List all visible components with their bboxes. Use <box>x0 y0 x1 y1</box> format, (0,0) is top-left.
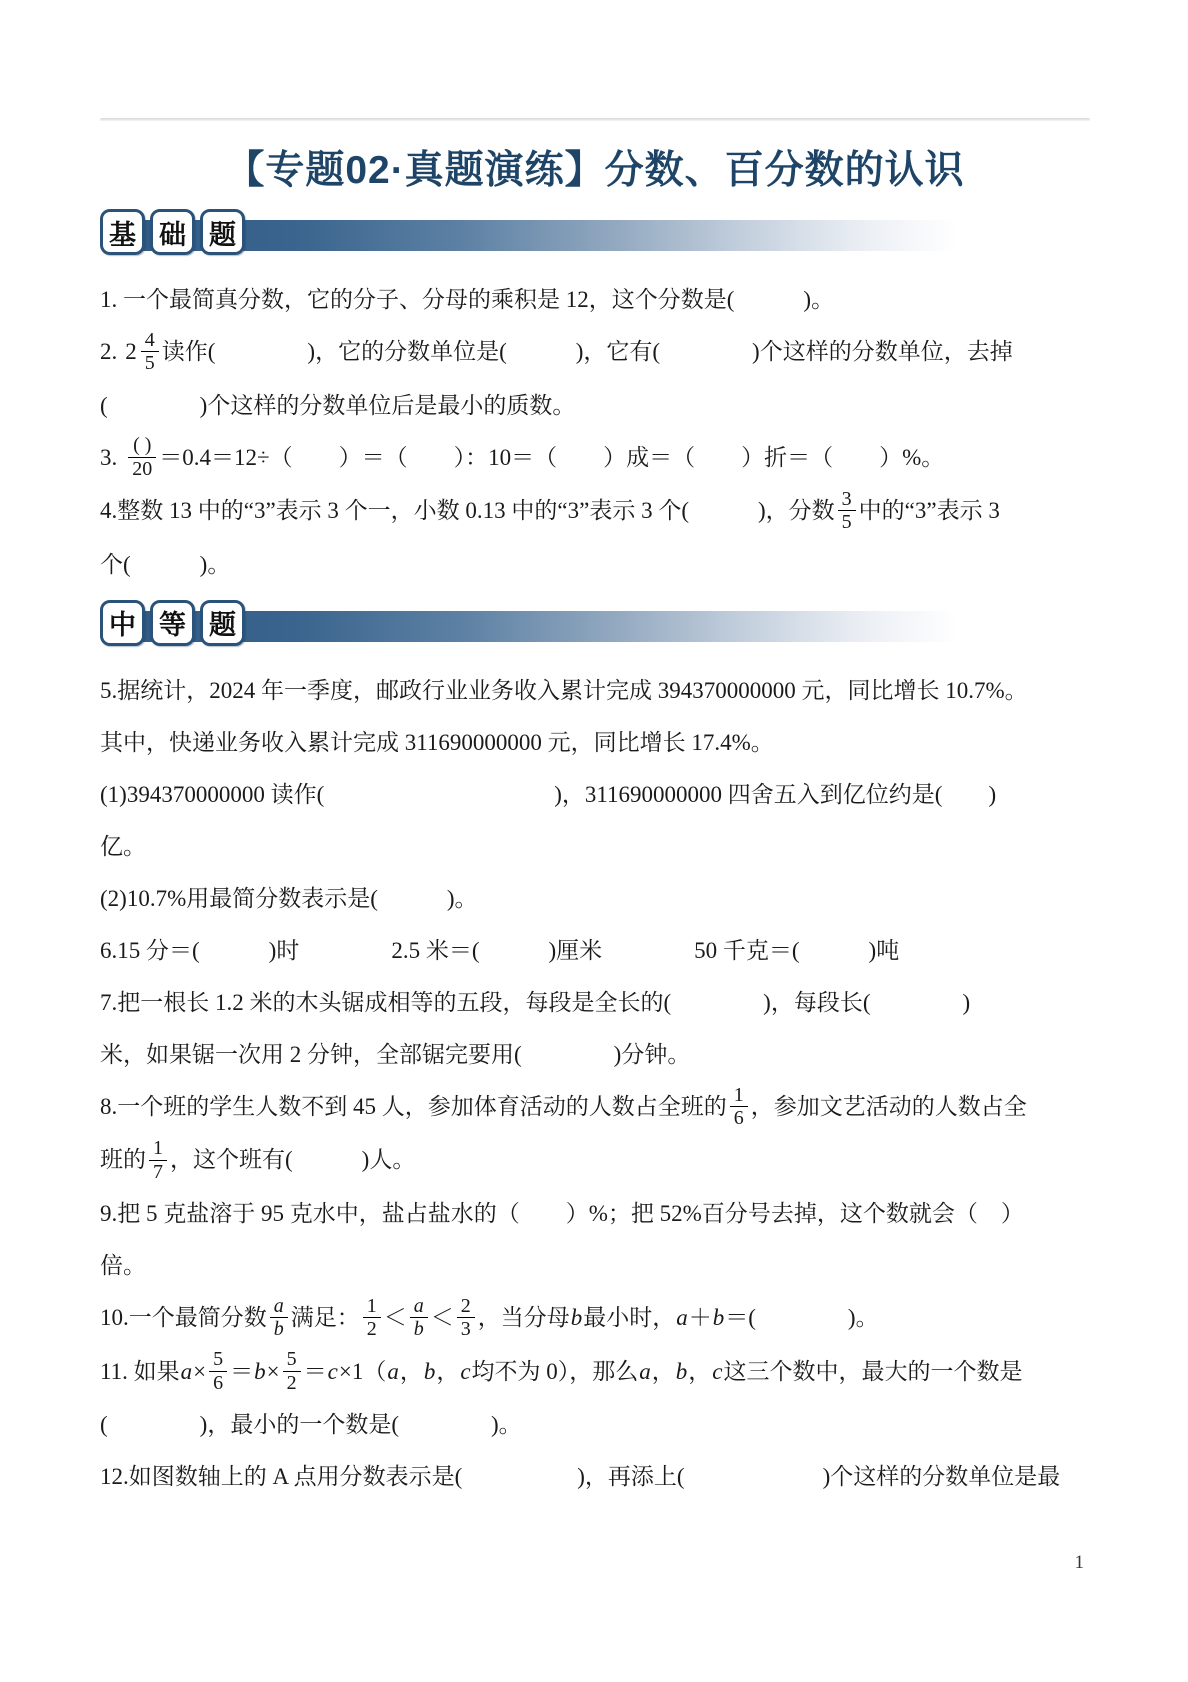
fraction-numerator: 4 <box>141 329 159 352</box>
page-number: 1 <box>1074 1552 1084 1573</box>
fraction-numerator: 1 <box>730 1084 748 1107</box>
fraction-denominator: 6 <box>733 1107 744 1130</box>
question-7-text-2: 米，如果锯一次用 2 分钟，全部锯完要用( )分钟。 <box>100 1041 691 1067</box>
question-12 <box>100 1452 1090 1502</box>
question-11-text-4: 这三个数中，最大的一个数是 <box>723 1358 1023 1384</box>
less-than-sign: ＜ <box>430 1305 454 1331</box>
question-4-continuation <box>100 540 1090 590</box>
question-8-continuation <box>100 1135 1090 1187</box>
fraction-denominator: 7 <box>153 1160 163 1183</box>
section-badge-char: 基 <box>100 209 145 255</box>
question-5-part-1-text: (1)394370000000 读作( )，311690000000 四舍五入到亿位约是( ) <box>100 781 997 807</box>
fraction <box>838 488 856 534</box>
question-8-text-3: 班的 <box>100 1147 146 1173</box>
fraction-denominator: 2 <box>286 1371 297 1394</box>
question-11-text-3: 均不为 0），那么 <box>471 1358 639 1384</box>
question-12-text: 12.如图数轴上的 A 点用分数表示是( )，再添上( )个这样的分数单位是最 <box>100 1464 1061 1490</box>
variable-b: b <box>570 1305 583 1331</box>
question-11-text: 11. 如果 <box>100 1358 180 1384</box>
section-badge-char: 础 <box>150 209 195 255</box>
equals-sign: ＝ <box>303 1358 327 1384</box>
fraction <box>457 1295 475 1341</box>
question-6 <box>100 926 1090 976</box>
mixed-number-whole: 2 <box>125 339 137 364</box>
question-10 <box>100 1293 1090 1345</box>
variable-b: b <box>675 1358 688 1384</box>
question-9 <box>100 1189 1090 1239</box>
fraction <box>283 1348 301 1394</box>
times-sign: × <box>193 1358 207 1384</box>
section-badges <box>100 600 245 646</box>
fraction-numerator: a <box>270 1295 288 1318</box>
fraction <box>141 329 159 375</box>
comma: ， <box>651 1358 675 1384</box>
fraction-denominator: b <box>413 1318 424 1341</box>
mixed-number <box>125 328 162 375</box>
comma: ， <box>688 1358 712 1384</box>
question-10-text-5: ＝( )。 <box>725 1305 879 1331</box>
variable-c: c <box>460 1358 471 1384</box>
question-11 <box>100 1347 1090 1399</box>
question-2-text: 读作( )，它的分数单位是( )，它有( )个这样的分数单位，去掉 <box>161 339 1013 364</box>
section-header-basic <box>100 209 1090 261</box>
fraction-numerator: a <box>410 1295 428 1318</box>
less-than-sign: ＜ <box>383 1305 407 1331</box>
question-2-number: 2. <box>100 339 118 364</box>
fraction <box>410 1295 428 1341</box>
variable-b: b <box>712 1305 725 1331</box>
fraction-denominator: 5 <box>144 352 155 375</box>
section-badge-char: 题 <box>200 209 245 255</box>
section-badge-char: 题 <box>200 600 245 646</box>
equals-sign: ＝ <box>230 1358 254 1384</box>
question-5-part-1-continuation <box>100 822 1090 872</box>
question-6-text: 6.15 分＝( )时 2.5 米＝( )厘米 50 千克＝( )吨 <box>100 937 900 963</box>
fraction-numerator: 1 <box>363 1295 381 1318</box>
fraction-numerator: 5 <box>209 1348 227 1371</box>
question-4-text: 4.整数 13 中的“3”表示 3 个一，小数 0.13 中的“3”表示 3 个( )，分数 <box>100 498 835 524</box>
worksheet-page <box>100 118 1090 1504</box>
section-header-medium <box>100 600 1090 652</box>
fraction-denominator: 5 <box>841 511 852 534</box>
plus-sign: ＋ <box>688 1305 712 1331</box>
question-1 <box>100 275 1090 325</box>
variable-a: a <box>180 1358 193 1384</box>
variable-b: b <box>254 1358 266 1384</box>
question-10-text: 10.一个最简分数 <box>100 1305 267 1331</box>
question-8-text-2: ，参加文艺活动的人数占全 <box>750 1093 1027 1119</box>
question-5-part-1-text-2: 亿。 <box>100 833 146 859</box>
question-8-text: 8.一个班的学生人数不到 45 人，参加体育活动的人数占全班的 <box>100 1093 727 1119</box>
question-4-text-3: 个( )。 <box>100 551 231 577</box>
header-divider <box>100 118 1090 121</box>
fraction <box>730 1084 748 1130</box>
section-badge-char: 中 <box>100 600 145 646</box>
question-2-continuation <box>100 381 1090 431</box>
question-7-text: 7.把一根长 1.2 米的木头锯成相等的五段，每段是全长的( )，每段长( ) <box>100 989 971 1015</box>
question-2 <box>100 327 1090 379</box>
question-11-text-2: ×1（ <box>338 1358 387 1384</box>
question-5-part-2 <box>100 874 1090 924</box>
question-3-number: 3. <box>100 444 118 470</box>
fraction <box>363 1295 381 1341</box>
question-2-text-2: ( )个这样的分数单位后是最小的质数。 <box>100 392 576 418</box>
fraction-numerator: 1 <box>149 1137 167 1160</box>
fraction-numerator: 5 <box>283 1348 301 1371</box>
comma: ， <box>436 1358 460 1384</box>
variable-a: a <box>676 1305 688 1331</box>
fraction-numerator: 2 <box>457 1295 475 1318</box>
section-badges <box>100 209 245 255</box>
question-1-text: 1. 一个最简真分数，它的分子、分母的乘积是 12，这个分数是( )。 <box>100 287 835 312</box>
fraction-denominator: 20 <box>132 457 153 480</box>
question-3-text: ＝0.4＝12÷（ ）＝（ ）：10＝（ ）成＝（ ）折＝（ ）%。 <box>159 444 945 470</box>
fraction-numerator: 3 <box>838 488 856 511</box>
variable-c: c <box>712 1358 723 1384</box>
fraction <box>270 1295 288 1341</box>
question-10-text-4: 最小时， <box>583 1305 676 1331</box>
fraction-denominator: 6 <box>213 1371 224 1394</box>
question-8-text-4: ，这个班有( )人。 <box>170 1147 416 1173</box>
fraction-numerator: ( ) <box>128 434 156 457</box>
question-9-text-2: 倍。 <box>100 1253 146 1279</box>
question-8 <box>100 1082 1090 1134</box>
question-5-text-2: 其中，快递业务收入累计完成 311690000000 元，同比增长 17.4%。 <box>100 729 774 755</box>
question-5-continuation <box>100 718 1090 768</box>
fraction-denominator: b <box>273 1318 284 1341</box>
question-5-part-2-text: (2)10.7%用最简分数表示是( )。 <box>100 885 478 911</box>
question-5 <box>100 666 1090 716</box>
variable-a: a <box>639 1358 651 1384</box>
question-4 <box>100 486 1090 538</box>
question-10-text-2: 满足： <box>290 1305 360 1331</box>
times-sign: × <box>266 1358 280 1384</box>
question-5-part-1 <box>100 770 1090 820</box>
variable-c: c <box>327 1358 338 1384</box>
question-9-continuation <box>100 1241 1090 1291</box>
question-7 <box>100 978 1090 1028</box>
fraction <box>209 1348 227 1394</box>
question-4-text-2: 中的“3”表示 3 <box>858 498 1000 524</box>
question-10-text-3: ，当分母 <box>477 1305 570 1331</box>
question-11-continuation <box>100 1400 1090 1450</box>
variable-b: b <box>423 1358 436 1384</box>
fraction <box>128 434 156 480</box>
section-badge-char: 等 <box>150 600 195 646</box>
question-9-text: 9.把 5 克盐溶于 95 克水中，盐占盐水的（ ）%；把 52%百分号去掉，这个数就会（ ） <box>100 1201 1024 1227</box>
question-5-text: 5.据统计，2024 年一季度，邮政行业业务收入累计完成 394370000000 元，同比增长 10.7%。 <box>100 677 1028 703</box>
question-7-continuation <box>100 1030 1090 1080</box>
fraction <box>149 1137 167 1183</box>
question-3 <box>100 433 1090 485</box>
question-11-text-5: ( )，最小的一个数是( )。 <box>100 1412 522 1438</box>
variable-a: a <box>387 1358 399 1384</box>
page-title: 【专题02·真题演练】分数、百分数的认识 <box>225 149 965 192</box>
comma: ， <box>399 1358 423 1384</box>
fraction-denominator: 3 <box>460 1318 471 1341</box>
fraction-denominator: 2 <box>366 1318 377 1341</box>
